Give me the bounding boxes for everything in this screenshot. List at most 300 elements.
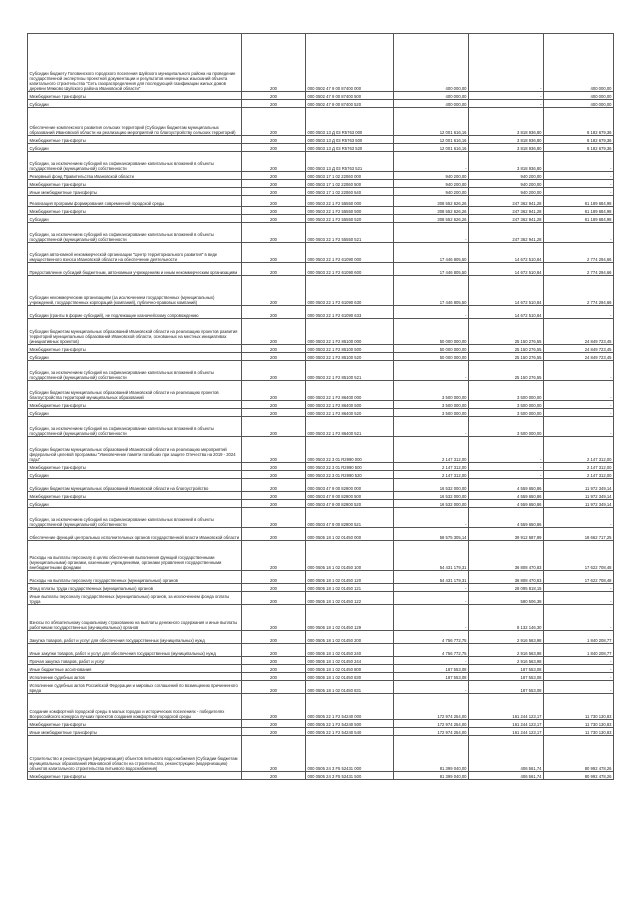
row-code: 200 [242, 437, 306, 463]
row-executed: 187 553,08 [469, 681, 544, 694]
row-executed: 25 150 276,55 [469, 361, 544, 381]
table-row [28, 694, 614, 720]
row-executed: 14 672 510,84 [469, 306, 544, 319]
row-unexecuted: - [544, 361, 614, 381]
table-row [28, 471, 614, 479]
row-name: Иные межбюджетные трансферты [28, 728, 242, 736]
row-code: 200 [242, 188, 306, 196]
table-row [28, 508, 614, 528]
row-code: 200 [242, 409, 306, 417]
row-code: 200 [242, 100, 306, 108]
row-approved: 940 200,00 [394, 188, 469, 196]
row-executed: 2 916 563,98 [469, 657, 544, 665]
row-executed: 247 362 941,28 [469, 223, 544, 243]
row-approved: 4 756 772,75 [394, 631, 469, 644]
row-name: Создание комфортной городской среды в малых городах и исторических поселениях - победителях Всероссийского конкурса лучших проектов создания комфортной городской среды [28, 694, 242, 720]
row-approved: - [394, 584, 469, 592]
row-approved: 17 446 805,50 [394, 263, 469, 276]
row-budget-code: 000 0503 22 1 F2 86400 520 [306, 409, 394, 417]
row-unexecuted: 11 730 130,83 [544, 728, 614, 736]
row-unexecuted: - [544, 592, 614, 605]
row-unexecuted: 400 000,00 [544, 34, 614, 92]
row-unexecuted: - [544, 223, 614, 243]
row-name: Исполнение судебных актов [28, 673, 242, 681]
row-code: 200 [242, 196, 306, 207]
row-executed: - [469, 463, 544, 471]
row-approved: 2 147 312,00 [394, 471, 469, 479]
row-code: 200 [242, 673, 306, 681]
row-approved: - [394, 657, 469, 665]
row-name: Обеспечение функций центральных исполнительных органов государственной власти Ивановской области [28, 528, 242, 541]
row-name: Субсидии [28, 215, 242, 223]
table-row [28, 196, 614, 207]
table-row [28, 172, 614, 180]
row-code: 200 [242, 631, 306, 644]
row-executed: 3 818 936,80 [469, 108, 544, 136]
row-name: Субсидии некоммерческим организациям (за исключением государственных (муниципальных) учреждений, государственных корпораций (компаний), публично-правовых компаний) [28, 276, 242, 306]
row-budget-code: 000 0505 18 1 02 01450 240 [306, 644, 394, 657]
row-executed: 3 818 936,80 [469, 144, 544, 152]
row-approved: 50 000 000,00 [394, 353, 469, 361]
row-unexecuted: 2 147 312,00 [544, 471, 614, 479]
table-row [28, 345, 614, 353]
row-approved: 17 446 805,50 [394, 243, 469, 263]
row-code: 200 [242, 720, 306, 728]
row-code: 200 [242, 479, 306, 492]
row-executed: 14 672 510,84 [469, 243, 544, 263]
row-budget-code: 000 0505 18 1 02 01450 129 [306, 605, 394, 631]
row-code: 200 [242, 492, 306, 500]
row-executed: - [469, 437, 544, 463]
row-approved: 12 001 616,16 [394, 108, 469, 136]
row-name: Взносы по обязательному социальному страхованию на выплаты денежного содержания и иные выплаты работникам государственных (муниципальных) органов [28, 605, 242, 631]
row-unexecuted: 2 147 312,00 [544, 463, 614, 471]
row-budget-code: 000 0503 47 9 00 82900 500 [306, 492, 394, 500]
row-code: 200 [242, 306, 306, 319]
table-row [28, 463, 614, 471]
row-unexecuted: 61 189 684,98 [544, 215, 614, 223]
row-code: 200 [242, 657, 306, 665]
row-approved: 4 756 772,75 [394, 644, 469, 657]
row-approved: - [394, 508, 469, 528]
row-executed: 3 500 000,00 [469, 409, 544, 417]
row-budget-code: 000 0503 22 1 F2 61090 633 [306, 306, 394, 319]
row-code: 200 [242, 694, 306, 720]
row-executed: 2 916 563,98 [469, 644, 544, 657]
row-code: 200 [242, 528, 306, 541]
row-executed: 187 553,08 [469, 673, 544, 681]
table-row [28, 276, 614, 306]
row-unexecuted: - [544, 508, 614, 528]
row-unexecuted: 17 622 708,48 [544, 571, 614, 584]
row-unexecuted: 24 849 723,45 [544, 319, 614, 345]
row-unexecuted: 61 189 684,98 [544, 207, 614, 215]
row-name: Межбюджетные трансферты [28, 401, 242, 409]
row-name: Межбюджетные трансферты [28, 492, 242, 500]
row-code: 200 [242, 605, 306, 631]
row-budget-code: 000 0505 24 3 F5 52431 500 [306, 772, 394, 780]
table-row [28, 657, 614, 665]
row-name: Расходы на выплаты персоналу государственных (муниципальных) органов [28, 571, 242, 584]
row-budget-code: 000 0505 18 1 02 01450 120 [306, 571, 394, 584]
row-approved: 172 974 254,00 [394, 728, 469, 736]
row-unexecuted: 2 147 312,00 [544, 437, 614, 463]
row-unexecuted: - [544, 657, 614, 665]
row-approved: 3 500 000,00 [394, 381, 469, 401]
row-approved: 172 974 254,00 [394, 694, 469, 720]
row-approved: 3 500 000,00 [394, 409, 469, 417]
row-name: Закупка товаров, работ и услуг для обеспечения государственных (муниципальных) нужд [28, 631, 242, 644]
row-budget-code: 000 0503 22 1 F2 85100 500 [306, 345, 394, 353]
row-name: Субсидии бюджетам муниципальных образований Ивановской области на реализацию проектов благоустройства территорий муниципальных образований [28, 381, 242, 401]
table-row [28, 417, 614, 437]
row-budget-code: 000 0503 22 1 F2 85100 521 [306, 361, 394, 381]
table-row [28, 144, 614, 152]
row-executed: 8 132 146,30 [469, 605, 544, 631]
row-budget-code: 000 0505 18 1 02 01450 000 [306, 528, 394, 541]
row-unexecuted: 24 849 723,45 [544, 345, 614, 353]
row-code: 200 [242, 263, 306, 276]
row-code: 200 [242, 108, 306, 136]
table-row [28, 92, 614, 100]
row-executed: 4 559 650,86 [469, 508, 544, 528]
row-budget-code: 000 0505 18 1 02 01450 244 [306, 657, 394, 665]
table-row [28, 361, 614, 381]
table-row [28, 180, 614, 188]
row-name: Межбюджетные трансферты [28, 463, 242, 471]
row-code: 200 [242, 207, 306, 215]
row-executed: 14 672 510,84 [469, 276, 544, 306]
table-row [28, 319, 614, 345]
table-row [28, 644, 614, 657]
row-name: Фонд оплаты труда государственных (муниципальных) органов [28, 584, 242, 592]
table-row [28, 437, 614, 463]
row-budget-code: 000 0503 17 1 02 22060 500 [306, 180, 394, 188]
row-unexecuted: 8 182 679,36 [544, 144, 614, 152]
row-executed: 580 506,38 [469, 592, 544, 605]
table-row [28, 401, 614, 409]
row-code: 200 [242, 353, 306, 361]
table-row [28, 772, 614, 780]
row-code: 200 [242, 215, 306, 223]
row-approved: 16 532 000,00 [394, 479, 469, 492]
row-approved: - [394, 605, 469, 631]
row-code: 200 [242, 136, 306, 144]
row-code: 200 [242, 381, 306, 401]
row-name: Субсидии, за исключением субсидий на софинансирование капитальных вложений в объекты государственной (муниципальной) собственности [28, 223, 242, 243]
row-unexecuted: - [544, 665, 614, 673]
row-name: Субсидии [28, 144, 242, 152]
row-unexecuted: 8 182 679,36 [544, 136, 614, 144]
row-executed: 940 200,00 [469, 180, 544, 188]
row-unexecuted: 80 992 478,26 [544, 736, 614, 772]
row-code: 200 [242, 417, 306, 437]
row-executed: 3 818 936,80 [469, 152, 544, 172]
row-code: 200 [242, 772, 306, 780]
table-row [28, 188, 614, 196]
row-executed: 187 553,08 [469, 665, 544, 673]
row-code: 200 [242, 665, 306, 673]
row-approved: 2 147 312,00 [394, 437, 469, 463]
table-row [28, 381, 614, 401]
row-budget-code: 000 0503 22 1 F2 85100 520 [306, 353, 394, 361]
row-name: Межбюджетные трансферты [28, 772, 242, 780]
table-row [28, 592, 614, 605]
row-code: 200 [242, 736, 306, 772]
row-budget-code: 000 0503 22 1 F2 86400 500 [306, 401, 394, 409]
table-row [28, 215, 614, 223]
row-executed: 940 200,00 [469, 172, 544, 180]
row-name: Субсидии, за исключением субсидий на софинансирование капитальных вложений в объекты государственной (муниципальной) собственности [28, 417, 242, 437]
row-code: 200 [242, 584, 306, 592]
row-budget-code: 000 0502 47 9 00 87400 520 [306, 100, 394, 108]
row-unexecuted: 11 972 349,14 [544, 479, 614, 492]
row-budget-code: 000 0503 47 9 00 82900 520 [306, 500, 394, 508]
row-name: Субсидии [28, 100, 242, 108]
row-budget-code: 000 0503 22 1 F2 85100 000 [306, 319, 394, 345]
row-unexecuted: 400 000,00 [544, 92, 614, 100]
row-executed: 4 559 650,86 [469, 492, 544, 500]
table-row [28, 223, 614, 243]
row-approved: 940 200,00 [394, 180, 469, 188]
row-code: 200 [242, 728, 306, 736]
row-code: 200 [242, 180, 306, 188]
row-budget-code: 000 0503 22 3 01 R2990 000 [306, 437, 394, 463]
table-row [28, 243, 614, 263]
row-approved: - [394, 417, 469, 437]
row-unexecuted: 1 840 208,77 [544, 644, 614, 657]
table-row [28, 605, 614, 631]
row-unexecuted: 11 730 130,83 [544, 694, 614, 720]
row-code: 200 [242, 243, 306, 263]
row-executed: 4 559 650,86 [469, 500, 544, 508]
row-unexecuted: 61 189 684,98 [544, 196, 614, 207]
row-executed: 3 818 936,80 [469, 136, 544, 144]
row-budget-code: 000 0505 18 1 02 01450 122 [306, 592, 394, 605]
row-unexecuted: 2 774 294,66 [544, 276, 614, 306]
table-row [28, 728, 614, 736]
table-row [28, 541, 614, 571]
table-row [28, 736, 614, 772]
row-name: Субсидии, за исключением субсидий на софинансирование капитальных вложений в объекты государственной (муниципальной) собственности [28, 361, 242, 381]
row-executed: 161 244 123,17 [469, 720, 544, 728]
row-approved: 54 431 179,31 [394, 541, 469, 571]
row-unexecuted: - [544, 152, 614, 172]
row-approved: 12 001 616,16 [394, 144, 469, 152]
table-row [28, 665, 614, 673]
table-row [28, 492, 614, 500]
row-unexecuted: - [544, 172, 614, 180]
row-executed: 39 912 587,89 [469, 528, 544, 541]
row-approved: 400 000,00 [394, 92, 469, 100]
row-unexecuted: - [544, 417, 614, 437]
row-code: 200 [242, 144, 306, 152]
row-budget-code: 000 0505 24 3 F5 52431 000 [306, 736, 394, 772]
row-approved: 308 552 626,26 [394, 196, 469, 207]
row-code: 200 [242, 500, 306, 508]
row-budget-code: 000 0503 22 1 F2 61090 630 [306, 276, 394, 306]
row-unexecuted: 2 774 294,66 [544, 263, 614, 276]
row-name: Субсидии бюджетам муниципальных образований Ивановской области на благоустройство [28, 479, 242, 492]
row-approved: - [394, 681, 469, 694]
budget-execution-table [27, 33, 614, 780]
row-name: Исполнение судебных актов Российской Федерации и мировых соглашений по возмещению причиненного вреда [28, 681, 242, 694]
row-code: 200 [242, 345, 306, 353]
row-name: Иные бюджетные ассигнования [28, 665, 242, 673]
table-row [28, 306, 614, 319]
row-budget-code: 000 0503 22 1 F2 86400 000 [306, 381, 394, 401]
row-code: 200 [242, 541, 306, 571]
row-approved: 16 532 000,00 [394, 500, 469, 508]
row-unexecuted: 18 662 717,25 [544, 528, 614, 541]
row-budget-code: 000 0502 47 9 00 87400 000 [306, 34, 394, 92]
row-budget-code: 000 0503 13 Д 03 R5763 000 [306, 108, 394, 136]
row-name: Субсидии (гранты в форме субсидий), не подлежащие казначейскому сопровождению [28, 306, 242, 319]
row-code: 200 [242, 681, 306, 694]
row-name: Расходы на выплаты персоналу в целях обеспечения выполнения функций государственными (муниципальными) органами, казенными учреждениями, органами управления государственными внебюджетными фондами [28, 541, 242, 571]
row-budget-code: 000 0503 13 Д 03 R5763 500 [306, 136, 394, 144]
row-approved: 54 431 179,31 [394, 571, 469, 584]
row-budget-code: 000 0505 22 1 F2 54240 540 [306, 728, 394, 736]
row-approved: - [394, 592, 469, 605]
table-row [28, 136, 614, 144]
row-name: Субсидии [28, 353, 242, 361]
row-name: Субсидии [28, 409, 242, 417]
row-budget-code: 000 0505 22 1 F2 54240 000 [306, 694, 394, 720]
row-unexecuted: 11 730 130,83 [544, 720, 614, 728]
row-executed: - [469, 34, 544, 92]
row-executed: - [469, 100, 544, 108]
row-executed: 940 200,00 [469, 188, 544, 196]
row-approved: 17 446 805,50 [394, 276, 469, 306]
row-executed: 25 150 276,55 [469, 353, 544, 361]
row-budget-code: 000 0505 18 1 02 01450 100 [306, 541, 394, 571]
row-executed: 3 500 000,00 [469, 417, 544, 437]
row-name: Межбюджетные трансферты [28, 720, 242, 728]
table-row [28, 152, 614, 172]
row-budget-code: 000 0505 18 1 02 01450 121 [306, 584, 394, 592]
row-approved: 400 000,00 [394, 100, 469, 108]
row-approved: 50 000 000,00 [394, 319, 469, 345]
row-budget-code: 000 0503 22 1 F2 61090 600 [306, 263, 394, 276]
row-budget-code: 000 0505 18 1 02 01450 200 [306, 631, 394, 644]
table-row [28, 500, 614, 508]
table-row [28, 479, 614, 492]
row-executed: 406 561,74 [469, 736, 544, 772]
row-unexecuted: - [544, 306, 614, 319]
row-unexecuted: - [544, 681, 614, 694]
row-executed: 28 095 818,15 [469, 584, 544, 592]
row-approved: 3 500 000,00 [394, 401, 469, 409]
row-name: Резервный фонд Правительства Ивановской области [28, 172, 242, 180]
row-unexecuted: - [544, 381, 614, 401]
row-code: 200 [242, 276, 306, 306]
row-approved: 81 399 040,00 [394, 736, 469, 772]
row-unexecuted: - [544, 401, 614, 409]
row-approved: - [394, 223, 469, 243]
row-approved: 308 552 626,26 [394, 215, 469, 223]
row-name: Субсидии бюджету Головинского городского поселения Шуйского муниципального района на проведение государственной экспертизы проектной документации и результатов инженерных изысканий объекта капитального строительства "Сеть газораспределения для последующей газификации жилых домов деревни Мякково Шуйского района Ивановской области" [28, 34, 242, 92]
row-code: 200 [242, 592, 306, 605]
row-executed: 406 561,74 [469, 772, 544, 780]
row-unexecuted: 8 182 679,36 [544, 108, 614, 136]
row-code: 200 [242, 571, 306, 584]
row-unexecuted: - [544, 673, 614, 681]
row-unexecuted: - [544, 180, 614, 188]
row-name: Межбюджетные трансферты [28, 345, 242, 353]
row-budget-code: 000 0505 18 1 02 01450 831 [306, 681, 394, 694]
row-executed: 2 916 563,98 [469, 631, 544, 644]
table-row [28, 353, 614, 361]
row-name: Субсидии [28, 471, 242, 479]
row-name: Реализация программ формирования современной городской среды [28, 196, 242, 207]
row-name: Субсидия автономной некоммерческой организации "Центр территориального развития" в виде имущественного взноса Ивановской области на обеспечение деятельности [28, 243, 242, 263]
row-code: 200 [242, 92, 306, 100]
row-budget-code: 000 0503 47 9 00 82900 000 [306, 479, 394, 492]
row-executed: 36 808 470,83 [469, 541, 544, 571]
row-name: Межбюджетные трансферты [28, 136, 242, 144]
row-budget-code: 000 0503 22 3 01 R2990 520 [306, 471, 394, 479]
row-name: Межбюджетные трансферты [28, 207, 242, 215]
row-name: Субсидии, за исключением субсидий на софинансирование капитальных вложений в объекты государственной (муниципальной) собственности [28, 152, 242, 172]
row-approved: 308 552 626,26 [394, 207, 469, 215]
row-approved: 172 974 254,00 [394, 720, 469, 728]
row-unexecuted: 2 774 294,66 [544, 243, 614, 263]
row-approved: 50 000 000,00 [394, 345, 469, 353]
row-unexecuted: - [544, 605, 614, 631]
row-executed: 247 362 941,28 [469, 215, 544, 223]
row-budget-code: 000 0503 22 1 F2 61090 000 [306, 243, 394, 263]
row-approved: 940 200,00 [394, 172, 469, 180]
row-executed: 161 244 123,17 [469, 694, 544, 720]
row-budget-code: 000 0503 17 1 02 22060 540 [306, 188, 394, 196]
row-unexecuted: 24 849 723,45 [544, 353, 614, 361]
row-approved: 81 399 040,00 [394, 772, 469, 780]
row-executed: 4 559 650,86 [469, 479, 544, 492]
row-approved: 187 553,08 [394, 673, 469, 681]
row-code: 200 [242, 463, 306, 471]
row-approved: 187 553,08 [394, 665, 469, 673]
table-row [28, 571, 614, 584]
row-budget-code: 000 0505 18 1 02 01450 830 [306, 673, 394, 681]
row-approved: 400 000,00 [394, 34, 469, 92]
row-name: Строительство и реконструкция (модернизация) объектов питьевого водоснабжения (Субсидии бюджетам муниципальных образований Ивановской области на строительство, реконструкцию (модернизацию) объектов капитального строительства питьевого водоснабжения) [28, 736, 242, 772]
row-budget-code: 000 0505 22 1 F2 54240 500 [306, 720, 394, 728]
row-executed: - [469, 471, 544, 479]
row-budget-code: 000 0503 22 1 F2 55550 000 [306, 196, 394, 207]
row-code: 200 [242, 401, 306, 409]
row-executed: 25 150 276,55 [469, 345, 544, 353]
row-executed: - [469, 92, 544, 100]
row-name: Иные выплаты персоналу государственных (муниципальных) органов, за исключением фонда оплаты труда [28, 592, 242, 605]
row-approved: 16 532 000,00 [394, 492, 469, 500]
row-unexecuted: - [544, 584, 614, 592]
row-name: Субсидии бюджетам муниципальных образований Ивановской области на реализацию проектов развития территорий муниципальных образований Ивановской области, основанных на местных инициативах (инициативных проектов) [28, 319, 242, 345]
row-name: Прочая закупка товаров, работ и услуг [28, 657, 242, 665]
table-row [28, 34, 614, 92]
row-name: Субсидии бюджетам муниципальных образований Ивановской области на реализацию мероприятий федеральной целевой программы "Увековечение памяти погибших при защите Отечества на 2019 - 2024 годы" [28, 437, 242, 463]
table-row [28, 631, 614, 644]
row-code: 200 [242, 319, 306, 345]
row-executed: 3 500 000,00 [469, 381, 544, 401]
row-budget-code: 000 0503 13 Д 03 R5763 520 [306, 144, 394, 152]
row-code: 200 [242, 508, 306, 528]
row-code: 200 [242, 361, 306, 381]
table-row [28, 409, 614, 417]
row-budget-code: 000 0503 17 1 02 22060 000 [306, 172, 394, 180]
table-row [28, 207, 614, 215]
row-name: Межбюджетные трансферты [28, 92, 242, 100]
